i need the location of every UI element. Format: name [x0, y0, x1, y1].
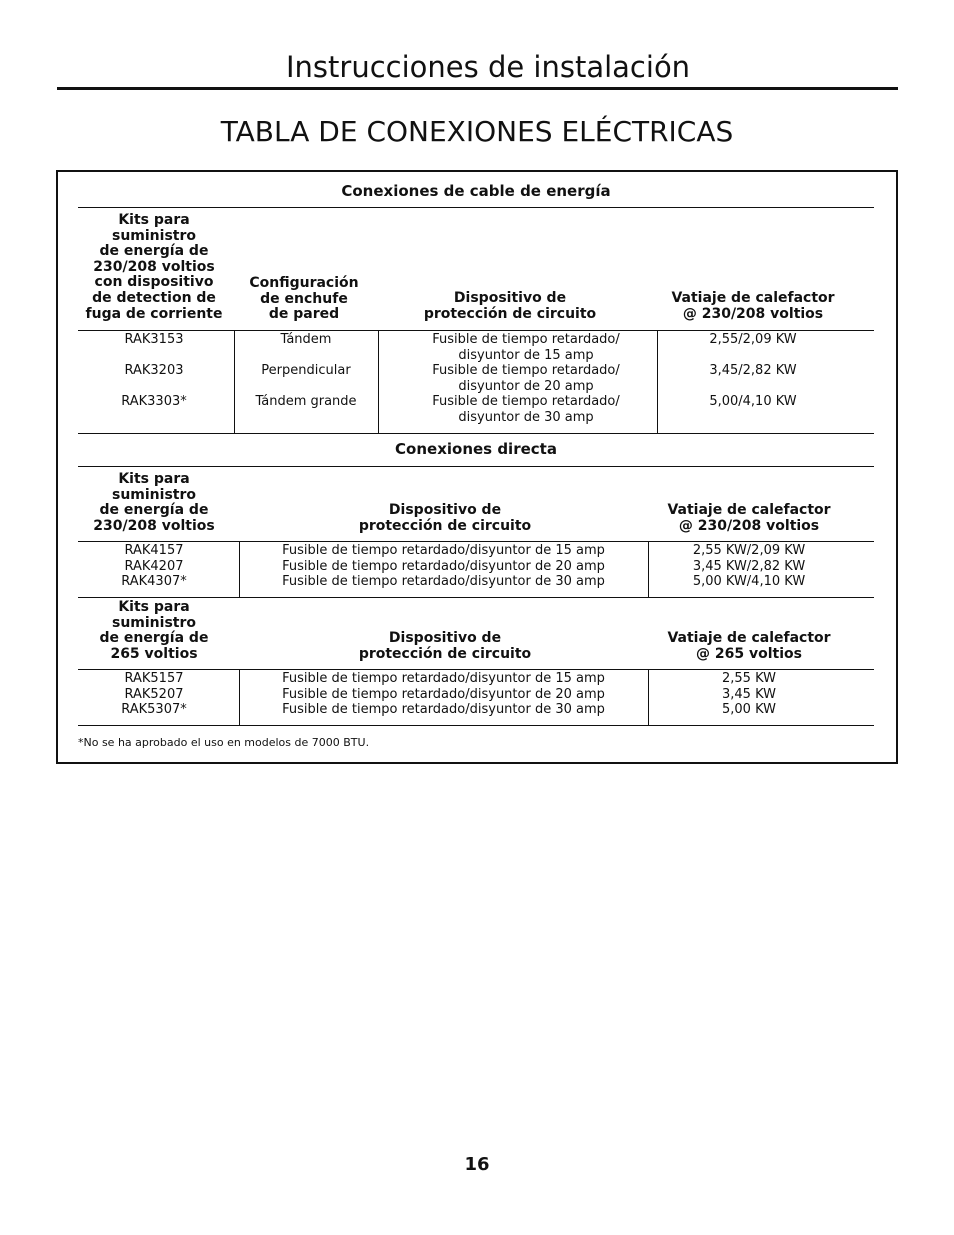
page-number: 16 [464, 1154, 490, 1175]
device-cell: Fusible de tiempo retardado/disyuntor de 15 amp Fusible de tiempo retardado/disyuntor de 20 amp Fusible de tiempo retardado/disyuntor de 30 amp [282, 671, 605, 718]
wattage-cell: 2,55 KW/2,09 KW 3,45 KW/2,82 KW 5,00 KW/4,10 KW [692, 543, 806, 590]
cord-header-config: Configuración de enchufe de pared [249, 275, 359, 323]
divider [78, 433, 874, 434]
footnote: *No se ha aprobado el uso en modelos de 7000 BTU. [78, 736, 370, 749]
column-divider [648, 541, 649, 597]
connections-table-frame [56, 170, 898, 764]
divider [78, 597, 874, 598]
column-divider [648, 669, 649, 725]
header-rule [57, 87, 898, 90]
direct-section-title: Conexiones directa [395, 440, 557, 458]
wattage-cell: 5,00/4,10 KW [709, 394, 797, 409]
device-cell: Fusible de tiempo retardado/ disyuntor de 20 amp [432, 363, 620, 394]
divider [78, 207, 874, 208]
config-cell: Perpendicular [261, 363, 351, 378]
divider [78, 541, 874, 542]
direct-header-kits: Kits para suministro de energía de 230/208 voltios [93, 471, 215, 534]
device-cell: Fusible de tiempo retardado/ disyuntor de 30 amp [432, 394, 620, 425]
direct-header-wattage: Vatiaje de calefactor @ 230/208 voltios [667, 502, 831, 534]
kit-cell: RAK3303* [121, 394, 187, 409]
direct-header-device-265: Dispositivo de protección de circuito [358, 630, 532, 662]
kit-cell: RAK3203 [124, 363, 184, 378]
cord-section-title: Conexiones de cable de energía [341, 182, 611, 200]
direct-header-kits-265: Kits para suministro de energía de 265 voltios [99, 599, 209, 662]
cord-header-wattage: Vatiaje de calefactor @ 230/208 voltios [671, 290, 835, 322]
divider [78, 725, 874, 726]
direct-header-wattage-265: Vatiaje de calefactor @ 265 voltios [667, 630, 831, 662]
device-cell: Fusible de tiempo retardado/disyuntor de 15 amp Fusible de tiempo retardado/disyuntor de 20 amp Fusible de tiempo retardado/disyuntor de 30 amp [282, 543, 605, 590]
section-title: Instrucciones de instalación [286, 50, 691, 84]
wattage-cell: 3,45/2,82 KW [709, 363, 797, 378]
wattage-cell: 2,55 KW 3,45 KW 5,00 KW [722, 671, 776, 718]
divider [78, 330, 874, 331]
device-cell: Fusible de tiempo retardado/ disyuntor de 15 amp [432, 332, 620, 363]
config-cell: Tándem grande [255, 394, 357, 409]
divider [78, 669, 874, 670]
kit-cell: RAK3153 [124, 332, 184, 347]
cord-header-kits: Kits para suministro de energía de 230/208 voltios con dispositivo de detection de fuga de corriente [85, 212, 223, 322]
cord-header-device: Dispositivo de protección de circuito [423, 290, 597, 322]
divider [78, 466, 874, 467]
kit-cell: RAK4157 RAK4207 RAK4307* [121, 543, 187, 590]
kit-cell: RAK5157 RAK5207 RAK5307* [121, 671, 187, 718]
direct-header-device: Dispositivo de protección de circuito [358, 502, 532, 534]
page-title: TABLA DE CONEXIONES ELÉCTRICAS [220, 115, 734, 148]
wattage-cell: 2,55/2,09 KW [709, 332, 797, 347]
config-cell: Tándem [280, 332, 332, 347]
